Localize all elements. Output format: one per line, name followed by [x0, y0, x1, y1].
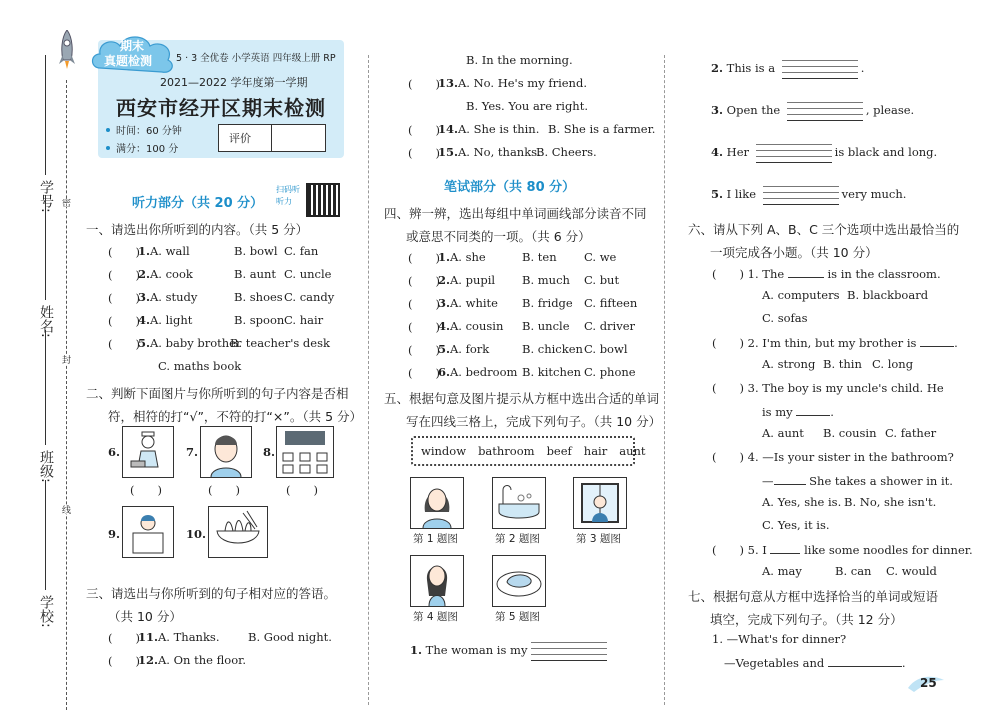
s6-heading1: 六、请从下列 A、B、C 三个选项中选出最恰当的 [688, 222, 960, 237]
label-class: 班级: [38, 450, 54, 483]
label-number: 学号: [38, 180, 54, 213]
pic8-paren[interactable]: ( ) [286, 483, 318, 497]
man-face-icon [201, 427, 251, 477]
s2-heading1: 二、判断下面图片与你所听到的句子内容是否相 [86, 386, 349, 401]
label-school: 学校: [38, 595, 54, 628]
s5-s2-post: . [860, 61, 865, 75]
page-number-badge [906, 672, 946, 694]
pic6-paren[interactable]: ( ) [130, 483, 162, 497]
s6-q4-paren[interactable]: ( ) [712, 450, 744, 464]
s6-q3-a: A. aunt [762, 426, 804, 440]
s6-q2-c: C. long [872, 357, 914, 371]
s1-item-2-paren[interactable]: ( ) [108, 268, 140, 282]
header-badge [90, 32, 176, 76]
s5-s5-post: very much. [841, 187, 907, 201]
s4-item-3-num: 3. [438, 296, 451, 310]
s5-sentence-1 [410, 640, 607, 662]
s6-q2-b: B. thin [823, 357, 862, 371]
s5-s3-writing-lines[interactable] [787, 100, 863, 122]
s4-item-1-c: C. we [584, 250, 617, 264]
s3-item-11-paren[interactable]: ( ) [108, 631, 140, 645]
pic7-man [200, 426, 252, 478]
s5-heading2: 写在四线三格上，完成下列句子。（共 10 分） [406, 414, 662, 429]
blank-school[interactable] [45, 480, 46, 590]
time-line [106, 122, 182, 137]
s4-heading1: 四、辨一辨，选出每组中单词画线部分读音不同 [384, 206, 647, 221]
s1-item-4-b: B. spoon [234, 313, 285, 327]
word-option: aunt [619, 444, 646, 458]
s5-s1-pre: The woman is my [425, 643, 528, 657]
noodle-bowl-icon [209, 507, 267, 557]
term-line: 2021—2022 学年度第一学期 [160, 76, 308, 89]
s4-item-2-paren[interactable]: ( ) [408, 274, 440, 288]
s5-pic4-girl [410, 555, 464, 607]
s5-pic2-bath [492, 477, 546, 529]
scan-label: 扫码听听力 [276, 185, 300, 206]
s1-item-3-paren[interactable]: ( ) [108, 291, 140, 305]
bathtub-icon [493, 478, 545, 528]
s1-item-4-num: 4. [138, 313, 151, 327]
s1-item-3-c: C. candy [284, 290, 335, 304]
rating-divider [271, 125, 272, 151]
column-divider-1 [368, 55, 369, 705]
s3-item-14-b: B. She is a farmer. [548, 122, 656, 136]
s6-q1-blank[interactable] [788, 265, 824, 278]
s1-item-3-b: B. shoes [234, 290, 283, 304]
pic9-girl-box [122, 506, 174, 558]
woman-long-hair-icon [411, 478, 463, 528]
s3-item-12-a: A. On the floor. [158, 653, 247, 667]
s4-item-4-num: 4. [438, 319, 451, 333]
s6-q4-stem: 4. —Is your sister in the bathroom? [747, 450, 954, 464]
s6-q3-c: C. father [885, 426, 937, 440]
score-text: 满分：100 分 [116, 144, 179, 155]
s3-item-15-a: A. No, thanks. [458, 145, 541, 159]
mark-line: 线 [60, 505, 70, 514]
s4-item-5-a: A. fork [450, 342, 490, 356]
s4-item-1-paren[interactable]: ( ) [408, 251, 440, 265]
s1-item-3-a: A. study [150, 290, 198, 304]
s5-s3-pre: Open the [726, 103, 781, 117]
classroom-icon [277, 427, 333, 477]
s3-item-13-b: B. Yes. You are right. [466, 99, 588, 113]
blank-name[interactable] [45, 195, 46, 300]
qr-code[interactable] [306, 183, 340, 217]
s6-q1 [712, 265, 941, 282]
s3-heading2: （共 10 分） [108, 609, 182, 624]
s6-q1-paren[interactable]: ( ) [712, 267, 744, 281]
s4-item-1-b: B. ten [522, 250, 557, 264]
rating-label: 评价 [229, 132, 251, 145]
s1-item-1-a: A. wall [150, 244, 190, 258]
beef-plate-icon [493, 556, 545, 606]
s6-q5-stem: 5. I [747, 543, 767, 557]
s3-item-14-num: 14. [438, 122, 459, 136]
s6-heading2: 一项完成各小题。（共 10 分） [710, 245, 878, 260]
s6-q4 [712, 449, 954, 465]
s6-q2-blank[interactable] [920, 334, 954, 347]
rating-box[interactable] [218, 124, 326, 152]
s5-pic5-beef [492, 555, 546, 607]
s5-s2-pre: This is a [726, 61, 776, 75]
pic8-classroom [276, 426, 334, 478]
chef-cooking-icon [123, 427, 173, 477]
s1-item-2-b: B. aunt [234, 267, 277, 281]
s5-s3-post: , please. [865, 103, 915, 117]
s5-cap3: 第 3 题图 [576, 533, 621, 545]
s3-item-15-paren[interactable]: ( ) [408, 146, 440, 160]
s5-s2-writing-lines[interactable] [782, 58, 858, 80]
s4-item-3-c: C. fifteen [584, 296, 638, 310]
s6-q2 [712, 334, 958, 351]
s6-q1-b: B. blackboard [847, 288, 929, 302]
s6-q3-blank[interactable] [796, 403, 830, 416]
pic10-label: 10. [186, 527, 207, 541]
pic10-noodles [208, 506, 268, 558]
s1-item-5-b: B. teacher's desk [230, 336, 330, 350]
s1-item-1-num: 1. [138, 244, 151, 258]
word-option: bathroom [478, 444, 535, 458]
s6-q3-paren[interactable]: ( ) [712, 381, 744, 395]
mark-cut: 密 [60, 198, 70, 207]
s5-heading1: 五、根据句意及图片提示从方框中选出合适的单词 [384, 391, 660, 406]
s3-item-15-b: B. Cheers. [536, 145, 597, 159]
s1-item-5-a: A. baby brother [150, 336, 242, 350]
s4-item-6-b: B. kitchen [522, 365, 582, 379]
s3-item-12-b: B. In the morning. [466, 53, 573, 67]
s1-item-5-paren[interactable]: ( ) [108, 337, 140, 351]
s5-sentence-5 [711, 184, 906, 206]
s4-item-6-a: A. bedroom [450, 365, 518, 379]
s6-q4-c: C. Yes, it is. [762, 518, 830, 532]
s3-item-13-a: A. No. He's my friend. [458, 76, 587, 90]
s5-s1-num: 1. [410, 643, 423, 657]
series-line: 5 · 3 全优卷 小学英语 四年级上册 RP [176, 53, 336, 64]
column-divider-2 [664, 55, 665, 705]
s4-item-4-b: B. uncle [522, 319, 570, 333]
s6-q2-paren[interactable]: ( ) [712, 336, 744, 350]
s7-heading2: 填空，完成下列句子。（共 12 分） [710, 612, 903, 627]
pic7-label: 7. [186, 445, 199, 459]
s5-s4-pre: Her [726, 145, 750, 159]
word-box-words [421, 444, 658, 458]
s6-q3-line2 [762, 403, 834, 419]
check-icon [106, 146, 110, 150]
s5-s5-writing-lines[interactable] [763, 184, 839, 206]
s6-q4-b: B. No, she isn't. [844, 495, 937, 509]
s6-q5-paren[interactable]: ( ) [712, 543, 744, 557]
s6-q2-stem2: . [954, 336, 958, 350]
badge-line1: 期末 [120, 39, 145, 53]
s6-q5-b: B. can [835, 564, 872, 578]
s3-item-15-num: 15. [438, 145, 459, 159]
s3-item-11-a: A. Thanks. [158, 630, 220, 644]
s3-item-11-b: B. Good night. [248, 630, 332, 644]
s6-q1-stem: 1. The [747, 267, 785, 281]
s6-q3-stem2: . [830, 405, 834, 419]
s6-q5-stem2: like some noodles for dinner. [804, 543, 973, 557]
exam-title: 西安市经开区期末检测 [116, 96, 326, 120]
s6-q3-b: B. cousin [823, 426, 877, 440]
mark-seal: 封 [60, 355, 70, 364]
pic8-label: 8. [263, 445, 276, 459]
s4-item-6-num: 6. [438, 365, 451, 379]
s5-s1-writing-lines[interactable] [531, 640, 607, 662]
s3-item-11-num: 11. [138, 630, 159, 644]
s1-item-4-paren[interactable]: ( ) [108, 314, 140, 328]
s5-s5-pre: I like [726, 187, 757, 201]
s6-q1-c: C. sofas [762, 311, 808, 325]
s3-item-13-num: 13. [438, 76, 459, 90]
s5-sentence-3 [711, 100, 914, 122]
s5-s4-post: is black and long. [834, 145, 938, 159]
s6-q3-stem-b: is my [762, 405, 793, 419]
s5-s2-num: 2. [711, 61, 724, 75]
s6-q4-stem-b: — [762, 474, 774, 488]
exam-header [98, 40, 344, 158]
listening-title: 听力部分（共 20 分） [132, 196, 264, 211]
s1-item-3-num: 3. [138, 290, 151, 304]
girl-in-box-icon [123, 507, 173, 557]
s5-s4-num: 4. [711, 145, 724, 159]
s3-item-14-paren[interactable]: ( ) [408, 123, 440, 137]
s6-q1-stem2: is in the classroom. [827, 267, 941, 281]
s1-item-1-b: B. bowl [234, 244, 278, 258]
s4-item-3-b: B. fridge [522, 296, 573, 310]
s6-q5-c: C. would [886, 564, 937, 578]
s6-q2-stem: 2. I'm thin, but my brother is [747, 336, 917, 350]
time-text: 时间：60 分钟 [116, 126, 182, 137]
s5-sentence-4 [711, 142, 937, 164]
s5-cap1: 第 1 题图 [413, 533, 458, 545]
s6-q4-a: A. Yes, she is. [762, 495, 842, 509]
s4-item-2-b: B. much [522, 273, 570, 287]
s6-q1-a: A. computers [762, 288, 840, 302]
s5-sentence-2 [711, 58, 864, 80]
s4-heading2: 或意思不同类的一项。（共 6 分） [406, 229, 591, 244]
pic6-chef [122, 426, 174, 478]
s7-q1-blank[interactable] [828, 654, 902, 667]
word-box [411, 436, 646, 466]
s4-item-5-c: C. bowl [584, 342, 628, 356]
s3-item-14-a: A. She is thin. [458, 122, 540, 136]
blank-class[interactable] [45, 330, 46, 445]
s3-item-13-paren[interactable]: ( ) [408, 77, 440, 91]
s4-item-5-b: B. chicken [522, 342, 583, 356]
blank-number[interactable] [45, 55, 46, 175]
score-line [106, 140, 178, 155]
s4-item-3-paren[interactable]: ( ) [408, 297, 440, 311]
s6-q5-a: A. may [762, 564, 802, 578]
s7-q1a: 1. —What's for dinner? [712, 632, 847, 646]
s7-q1b: —Vegetables and [724, 656, 825, 670]
s3-item-12-paren[interactable]: ( ) [108, 654, 140, 668]
word-option: hair [583, 444, 608, 458]
s5-cap2: 第 2 题图 [495, 533, 540, 545]
s4-item-1-num: 1. [438, 250, 451, 264]
s1-item-1-paren[interactable]: ( ) [108, 245, 140, 259]
s6-q4-stem2: She takes a shower in it. [809, 474, 953, 488]
s1-item-4-a: A. light [150, 313, 193, 327]
s1-item-2-num: 2. [138, 267, 151, 281]
clock-icon [106, 128, 110, 132]
s5-s5-num: 5. [711, 187, 724, 201]
s4-item-2-a: A. pupil [450, 273, 496, 287]
s6-q2-a: A. strong [762, 357, 816, 371]
s5-pic3-window [573, 477, 627, 529]
page-number: 25 [920, 676, 937, 690]
s7-heading1: 七、根据句意从方框中选择恰当的单词或短语 [688, 589, 939, 604]
s1-item-2-c: C. uncle [284, 267, 332, 281]
binding-margin [0, 0, 95, 719]
boy-at-window-icon [574, 478, 626, 528]
s1-heading: 一、请选出你所听到的内容。（共 5 分） [86, 222, 309, 237]
s5-cap4: 第 4 题图 [413, 611, 458, 623]
s3-item-12-num: 12. [138, 653, 159, 667]
badge-line2: 真题检测 [104, 54, 153, 68]
s3-heading1: 三、请选出与你所听到的句子相对应的答语。 [86, 586, 337, 601]
s4-item-5-paren[interactable]: ( ) [408, 343, 440, 357]
s5-cap5: 第 5 题图 [495, 611, 540, 623]
s4-item-4-paren[interactable]: ( ) [408, 320, 440, 334]
s5-s4-writing-lines[interactable] [756, 142, 832, 164]
s6-q5-blank[interactable] [770, 541, 800, 554]
s4-item-2-num: 2. [438, 273, 451, 287]
s6-q4-blank[interactable] [774, 472, 806, 485]
writing-title: 笔试部分（共 80 分） [444, 180, 576, 195]
s5-pic1-woman [410, 477, 464, 529]
s6-q3 [712, 380, 944, 396]
s6-q5 [712, 541, 973, 558]
label-name: 姓名: [38, 305, 54, 338]
word-option: window [421, 444, 467, 458]
s4-item-6-c: C. phone [584, 365, 636, 379]
s4-item-4-c: C. driver [584, 319, 636, 333]
pic9-label: 9. [108, 527, 121, 541]
s1-item-5-c: C. maths book [158, 359, 242, 373]
s4-item-1-a: A. she [450, 250, 486, 264]
s4-item-6-paren[interactable]: ( ) [408, 366, 440, 380]
s4-item-5-num: 5. [438, 342, 451, 356]
s1-item-5-num: 5. [138, 336, 151, 350]
s5-s3-num: 3. [711, 103, 724, 117]
s1-item-4-c: C. hair [284, 313, 324, 327]
pic6-label: 6. [108, 445, 121, 459]
cut-line [66, 80, 67, 710]
word-option: beef [546, 444, 572, 458]
rocket-icon [58, 30, 76, 74]
s4-item-3-a: A. white [450, 296, 498, 310]
s6-q3-stem: 3. The boy is my uncle's child. He [747, 381, 944, 395]
s1-item-2-a: A. cook [150, 267, 193, 281]
s4-item-4-a: A. cousin [450, 319, 504, 333]
s7-q1b-line: —Vegetables and . [724, 656, 906, 670]
s1-item-1-c: C. fan [284, 244, 319, 258]
s2-heading2: 符，相符的打“√”，不符的打“×”。（共 5 分） [108, 409, 362, 424]
girl-ponytail-icon [411, 556, 463, 606]
s4-item-2-c: C. but [584, 273, 620, 287]
s6-q4-line2 [762, 472, 953, 488]
pic7-paren[interactable]: ( ) [208, 483, 240, 497]
